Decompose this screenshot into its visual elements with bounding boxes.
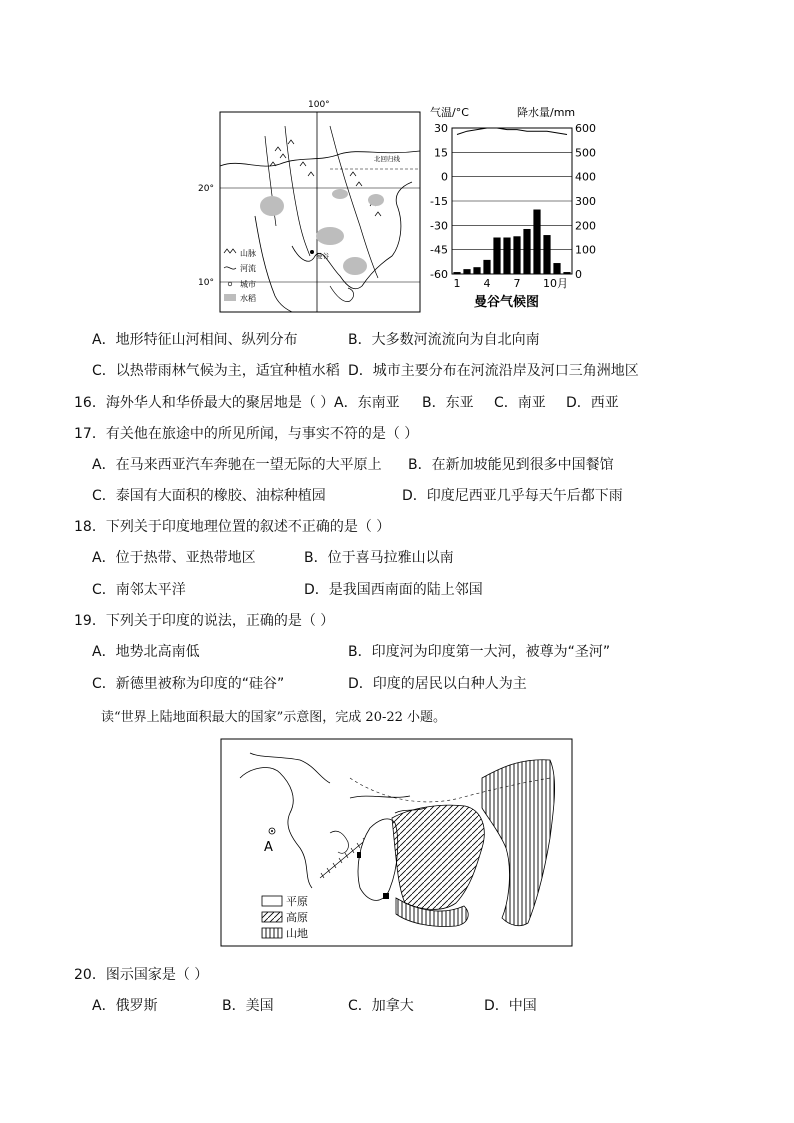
tropic-label: 北回归线: [374, 155, 400, 163]
q20-option-b[interactable]: B．美国: [222, 998, 274, 1014]
x-tick-label: 10月: [543, 277, 568, 290]
svg-text:城市: 城市: [240, 280, 256, 289]
q19-option-d[interactable]: D．印度的居民以白种人为主: [348, 676, 527, 692]
q20-option-d[interactable]: D．中国: [484, 998, 537, 1014]
svg-text:水稻: 水稻: [240, 294, 256, 303]
precipitation-bar: [463, 269, 470, 274]
lat20-label: 20°: [198, 184, 214, 194]
precip-axis-label: 降水量/mm: [517, 106, 576, 119]
q18-option-d[interactable]: D．是我国西南面的陆上邻国: [304, 582, 483, 598]
q18-stem: 18．下列关于印度地理位置的叙述不正确的是（ ）: [74, 519, 391, 535]
lon-label: 100°: [308, 100, 330, 110]
precipitation-bar: [503, 238, 510, 275]
right-tick-label: 300: [575, 195, 596, 208]
city-marker-1: [357, 852, 361, 858]
q15-option-c[interactable]: C．以热带雨林气候为主，适宜种植水稻: [92, 363, 340, 379]
q15-option-d[interactable]: D．城市主要分布在河流沿岸及河口三角洲地区: [348, 363, 639, 379]
q17-option-d[interactable]: D．印度尼西亚几乎每天午后都下雨: [402, 488, 623, 504]
precipitation-bar: [483, 260, 490, 274]
x-tick-label: 7: [513, 277, 521, 290]
q18-option-a[interactable]: A．位于热带、亚热带地区: [92, 550, 256, 566]
precipitation-bar: [473, 267, 480, 274]
figure-russia-map: [220, 738, 573, 948]
q17-stem: 17．有关他在旅途中的所见所闻，与事实不符的是（ ）: [74, 426, 419, 442]
q20-option-a[interactable]: A．俄罗斯: [92, 998, 158, 1014]
q16-stem: 16．海外华人和华侨最大的聚居地是（ ）: [74, 395, 335, 411]
svg-text:山地: 山地: [286, 927, 308, 940]
lat10-label: 10°: [198, 278, 214, 288]
q16-option-c[interactable]: C．南亚: [494, 395, 546, 411]
q20-stem: 20．图示国家是（ ）: [74, 967, 209, 983]
q19-option-c[interactable]: C．新德里被称为印度的“硅谷”: [92, 676, 285, 692]
city-marker-2: [383, 893, 389, 899]
right-tick-label: 0: [575, 268, 582, 281]
x-tick-label: 1: [453, 277, 461, 290]
svg-text:高原: 高原: [286, 911, 308, 924]
q16-option-d[interactable]: D．西亚: [566, 395, 619, 411]
right-tick-label: 100: [575, 243, 596, 257]
precipitation-bar: [533, 210, 540, 274]
q19-option-a[interactable]: A．地势北高南低: [92, 644, 200, 660]
precipitation-bar: [513, 236, 520, 274]
section-intro: 读“世界上陆地面积最大的国家”示意图，完成 20-22 小题。: [101, 710, 447, 725]
precipitation-bar: [543, 235, 550, 274]
climate-caption: 曼谷气候图: [474, 295, 540, 310]
bangkok-marker: [310, 250, 314, 254]
right-tick-label: 600: [575, 122, 596, 135]
left-tick-label: -15: [430, 195, 448, 208]
q15-option-a[interactable]: A．地形特征山河相间、纵列分布: [92, 332, 298, 348]
q19-stem: 19．下列关于印度的说法，正确的是（ ）: [74, 613, 335, 629]
left-tick-label: 15: [434, 146, 448, 160]
svg-text:河流: 河流: [240, 264, 256, 273]
q18-option-b[interactable]: B．位于喜马拉雅山以南: [304, 550, 454, 566]
precipitation-bar: [523, 229, 530, 274]
x-tick-label: 4: [483, 277, 491, 290]
precipitation-bar: [563, 272, 570, 274]
temperature-line: [457, 128, 567, 135]
left-tick-label: -60: [430, 268, 448, 281]
precipitation-bar: [493, 238, 500, 275]
q19-option-b[interactable]: B．印度河为印度第一大河，被尊为“圣河”: [348, 644, 611, 660]
precipitation-bar: [553, 263, 560, 274]
point-a-label: A: [264, 840, 273, 855]
q17-option-b[interactable]: B．在新加坡能见到很多中国餐馆: [408, 457, 614, 473]
left-tick-label: -30: [430, 219, 448, 233]
q16-option-a[interactable]: A．东南亚: [334, 395, 400, 411]
svg-text:平原: 平原: [286, 895, 308, 908]
q17-option-c[interactable]: C．泰国有大面积的橡胶、油棕种植园: [92, 488, 326, 504]
bangkok-label: 曼谷: [316, 252, 329, 260]
q17-option-a[interactable]: A．在马来西亚汽车奔驰在一望无际的大平原上: [92, 457, 382, 473]
left-tick-label: 30: [434, 122, 448, 135]
left-tick-label: 0: [441, 170, 448, 184]
q15-option-b[interactable]: B．大多数河流流向为自北向南: [348, 332, 540, 348]
right-tick-label: 200: [575, 219, 596, 233]
climate-chart: [430, 105, 596, 310]
right-tick-label: 500: [575, 146, 596, 160]
q20-option-c[interactable]: C．加拿大: [348, 998, 414, 1014]
right-tick-label: 400: [575, 170, 596, 184]
figure-southeast-asia: [180, 96, 620, 316]
temp-axis-label: 气温/°C: [430, 106, 469, 119]
q16-option-b[interactable]: B．东亚: [422, 395, 474, 411]
left-tick-label: -45: [430, 243, 448, 257]
svg-text:山脉: 山脉: [240, 249, 256, 258]
q18-option-c[interactable]: C．南邻太平洋: [92, 582, 186, 598]
precipitation-bar: [453, 272, 460, 274]
